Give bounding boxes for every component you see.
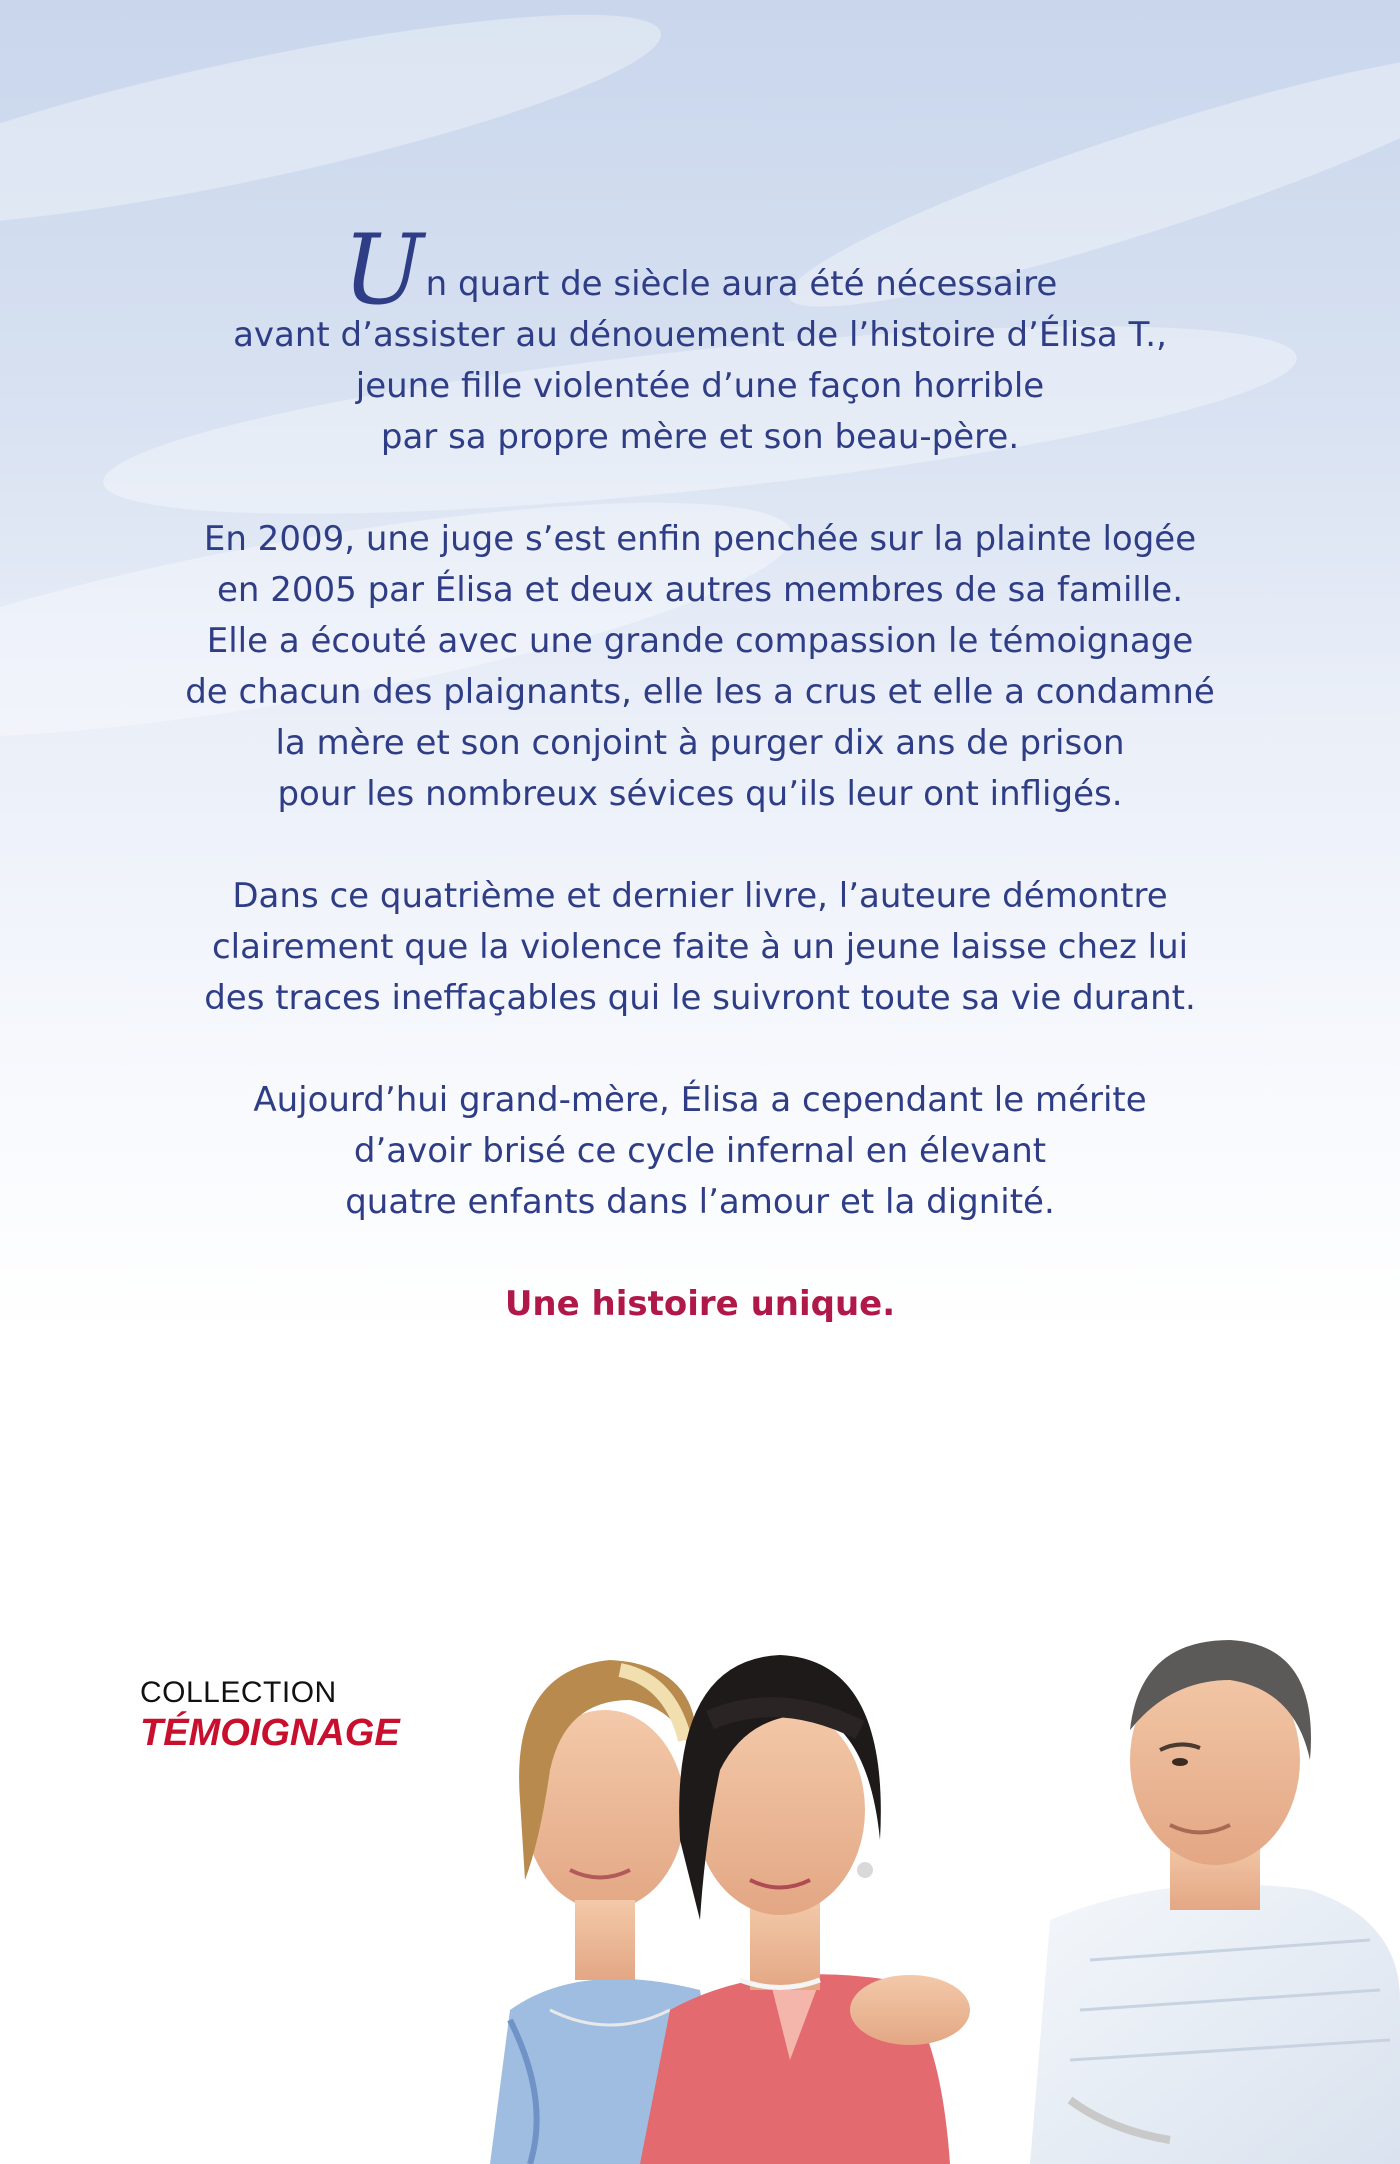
- blurb-line: quatre enfants dans l’amour et la dignité.: [345, 1182, 1055, 1222]
- blurb-paragraph-3: [0, 871, 1400, 1024]
- blurb-line: clairement que la violence faite à un jeune laisse chez lui: [211, 927, 1189, 967]
- blurb-line: Aujourd’hui grand-mère, Élisa a cependant le mérite: [253, 1080, 1147, 1120]
- blurb-paragraph-2: [0, 514, 1400, 820]
- collection-name: TÉMOIGNAGE: [140, 1712, 400, 1754]
- blurb-line: jeune fille violentée d’une façon horrible: [355, 366, 1045, 406]
- tagline: Une histoire unique.: [504, 1284, 896, 1324]
- family-photo: [470, 1540, 1400, 2164]
- blurb-paragraph-1: [0, 214, 1400, 463]
- collection-label: COLLECTION: [140, 1676, 337, 1709]
- blurb-line: avant d’assister au dénouement de l’histoire d’Élisa T.,: [233, 315, 1167, 355]
- blurb-line: la mère et son conjoint à purger dix ans de prison: [275, 723, 1125, 763]
- drop-cap-letter: U: [342, 214, 424, 326]
- blurb-line: Dans ce quatrième et dernier livre, l’auteure démontre: [232, 876, 1168, 916]
- blurb-line-text: n quart de siècle aura été nécessaire: [425, 264, 1058, 304]
- collection-logo: [140, 1676, 400, 1755]
- back-cover-blurb: [0, 214, 1400, 1330]
- blurb-line: des traces ineffaçables qui le suivront toute sa vie durant.: [204, 978, 1196, 1018]
- blurb-line: d’avoir brisé ce cycle infernal en élevant: [353, 1131, 1047, 1171]
- blurb-line: En 2009, une juge s’est enfin penchée sur la plainte logée: [203, 519, 1197, 559]
- blurb-line: pour les nombreux sévices qu’ils leur ont infligés.: [277, 774, 1123, 814]
- blurb-line: [0, 214, 1400, 326]
- blurb-paragraph-4: [0, 1075, 1400, 1228]
- blurb-line: en 2005 par Élisa et deux autres membres de sa famille.: [216, 570, 1184, 610]
- blurb-line: Elle a écouté avec une grande compassion le témoignage: [206, 621, 1194, 661]
- man-figure: [1030, 1640, 1400, 2164]
- blurb-line: de chacun des plaignants, elle les a crus et elle a condamné: [185, 672, 1215, 712]
- blurb-line: par sa propre mère et son beau-père.: [380, 417, 1020, 457]
- hand-shape: [850, 1975, 970, 2045]
